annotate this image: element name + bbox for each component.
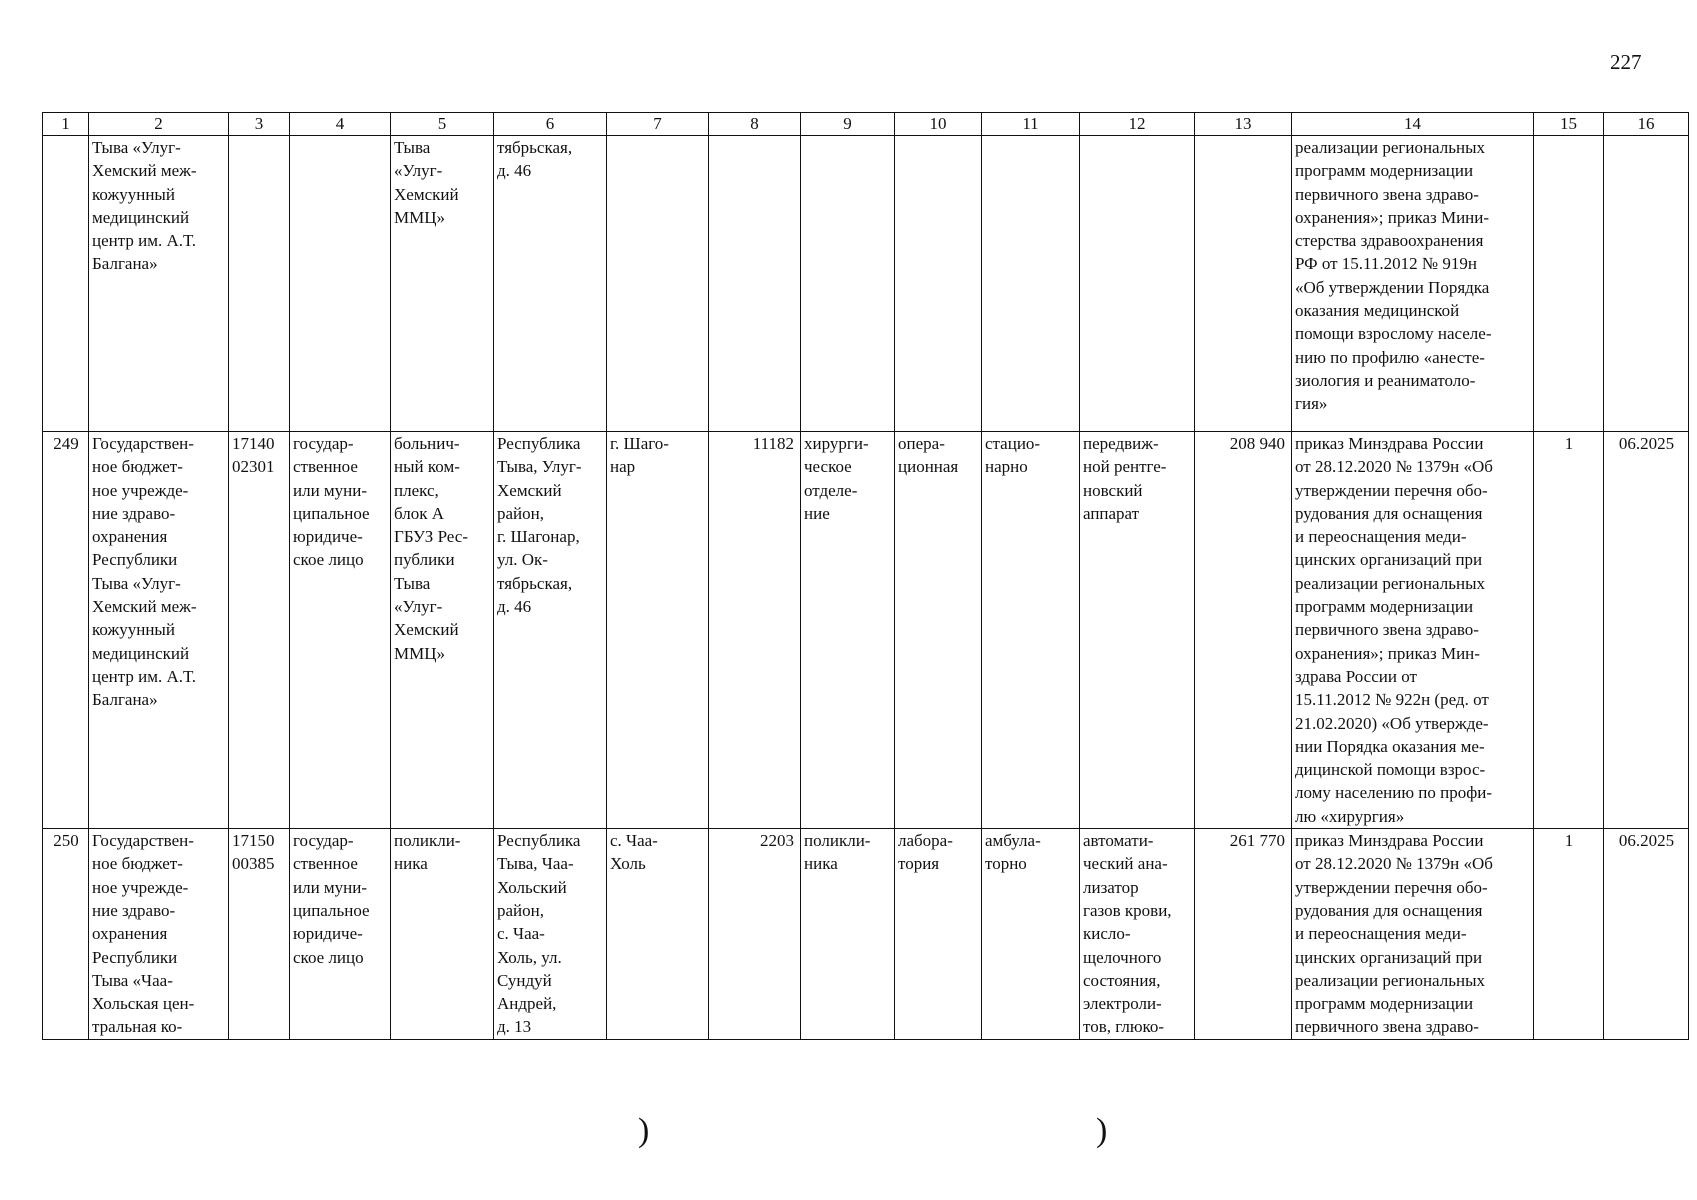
code-cell [229,136,290,432]
unit-cell [895,136,982,432]
code-cell: 17150 00385 [229,829,290,1040]
unit-cell: лабора- тория [895,829,982,1040]
unit-cell: опера- ционная [895,432,982,829]
quantity-cell [1534,136,1604,432]
date-cell: 06.2025 [1604,829,1689,1040]
settlement-cell: с. Чаа- Холь [607,829,709,1040]
column-header: 6 [494,113,607,136]
population-cell [709,136,801,432]
care-mode-cell [982,136,1080,432]
care-mode-cell: амбула- торно [982,829,1080,1040]
quantity-cell: 1 [1534,829,1604,1040]
cost-cell: 261 770 [1195,829,1292,1040]
address-cell: Республика Тыва, Улуг- Хемский район, г. Шагонар, ул. Ок- тябрьская, д. 46 [494,432,607,829]
facility-cell: больнич- ный ком- плекс, блок А ГБУЗ Рес- публики Тыва «Улуг- Хемский ММЦ» [391,432,494,829]
column-header: 9 [801,113,895,136]
quantity-cell: 1 [1534,432,1604,829]
date-cell [1604,136,1689,432]
address-cell: тябрьская, д. 46 [494,136,607,432]
margin-mark: ) [638,1112,650,1149]
organization-name-cell: Государствен- ное бюджет- ное учрежде- ние здраво- охранения Республики Тыва «Чаа- Хольская цен- тральная ко- [89,829,229,1040]
code-cell: 17140 02301 [229,432,290,829]
column-header: 1 [43,113,89,136]
equipment-cell: передвиж- ной рентге- новский аппарат [1080,432,1195,829]
population-cell: 2203 [709,829,801,1040]
column-header: 10 [895,113,982,136]
date-cell: 06.2025 [1604,432,1689,829]
column-header: 7 [607,113,709,136]
equipment-registry-table [42,112,1689,1040]
column-number-row [43,113,1689,136]
department-cell: поликли- ника [801,829,895,1040]
facility-cell: поликли- ника [391,829,494,1040]
organization-name-cell: Тыва «Улуг- Хемский меж- кожуунный медицинский центр им. А.Т. Балгана» [89,136,229,432]
table-row [43,136,1689,432]
row-number-cell: 249 [43,432,89,829]
column-header: 2 [89,113,229,136]
column-header: 13 [1195,113,1292,136]
equipment-cell: автомати- ческий ана- лизатор газов крови, кисло- щелочного состояния, электроли- тов, глюко- [1080,829,1195,1040]
department-cell: хирурги- ческое отделе- ние [801,432,895,829]
legal-basis-cell: приказ Минздрава России от 28.12.2020 № 1379н «Об утверждении перечня обо- рудования для оснащения и переоснащения меди- цинских организаций при реализации региональных программ модернизации первичного звена здраво- [1292,829,1534,1040]
settlement-cell: г. Шаго- нар [607,432,709,829]
legal-basis-cell: приказ Минздрава России от 28.12.2020 № 1379н «Об утверждении перечня обо- рудования для оснащения и переоснащения меди- цинских организаций при реализации региональных программ модернизации первичного звена здраво- охранения»; приказ Мин- здрава России от 15.11.2012 № 922н (ред. от 21.02.2020) «Об утвержде- нии Порядка оказания ме- дицинской помощи взрос- лому населению по профи- лю «хирургия» [1292,432,1534,829]
page-number: 227 [1610,50,1642,74]
table-row [43,829,1689,1040]
row-number-cell: 250 [43,829,89,1040]
column-header: 3 [229,113,290,136]
facility-cell: Тыва «Улуг- Хемский ММЦ» [391,136,494,432]
settlement-cell [607,136,709,432]
column-header: 8 [709,113,801,136]
margin-mark: ) [1096,1112,1108,1149]
population-cell: 11182 [709,432,801,829]
column-header: 15 [1534,113,1604,136]
column-header: 14 [1292,113,1534,136]
row-number-cell [43,136,89,432]
column-header: 12 [1080,113,1195,136]
legal-form-cell: государ- ственное или муни- ципальное юридиче- ское лицо [290,829,391,1040]
column-header: 16 [1604,113,1689,136]
column-header: 11 [982,113,1080,136]
cost-cell [1195,136,1292,432]
equipment-cell [1080,136,1195,432]
legal-basis-cell: реализации региональных программ модернизации первичного звена здраво- охранения»; приказ Мини- стерства здравоохранения РФ от 15.11.2012 № 919н «Об утверждении Порядка оказания медицинской помощи взрослому населе- нию по профилю «анесте- зиология и реаниматоло- гия» [1292,136,1534,432]
column-header: 4 [290,113,391,136]
organization-name-cell: Государствен- ное бюджет- ное учрежде- ние здраво- охранения Республики Тыва «Улуг- Хемский меж- кожуунный медицинский центр им. А.Т. Балгана» [89,432,229,829]
legal-form-cell [290,136,391,432]
cost-cell: 208 940 [1195,432,1292,829]
address-cell: Республика Тыва, Чаа- Хольский район, с. Чаа- Холь, ул. Сундуй Андрей, д. 13 [494,829,607,1040]
department-cell [801,136,895,432]
column-header: 5 [391,113,494,136]
table-row [43,432,1689,829]
legal-form-cell: государ- ственное или муни- ципальное юридиче- ское лицо [290,432,391,829]
care-mode-cell: стацио- нарно [982,432,1080,829]
